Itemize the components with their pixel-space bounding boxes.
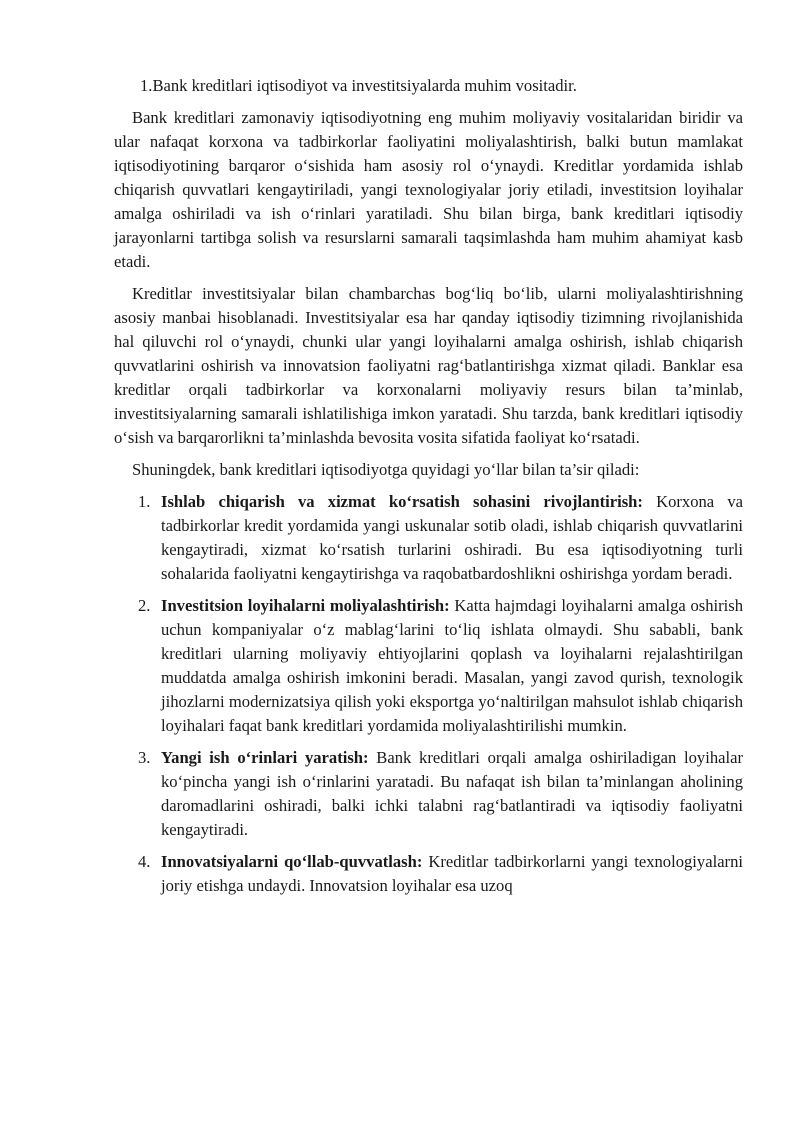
list-item — [114, 490, 743, 586]
list-number: 2. — [138, 596, 151, 615]
list-number: 3. — [138, 748, 151, 767]
list-item — [114, 850, 743, 898]
paragraph-3: Shuningdek, bank kreditlari iqtisodiyotga quyidagi yo‘llar bilan ta’sir qiladi: — [132, 460, 640, 479]
list-text: Katta hajmdagi loyihalarni amalga oshirish uchun kompaniyalar o‘z mablag‘larini to‘liq ishlata olmaydi. Shu sababli, bank kreditlari ularning moliyaviy ehtiyojlarini qoplash va loyihalarni rejalashtirilgan muddatda amalga oshirish imkonini beradi. Masalan, yangi zavod qurish, texnologik jihozlarni modernizatsiya qilish yoki eksportga yo‘naltirilgan mahsulot ishlab chiqarish loyihalari faqat bank kreditlari yordamida moliyalashtirilishi mumkin. — [161, 596, 743, 735]
list-term: Innovatsiyalarni qo‘llab-quvvatlash: — [161, 852, 423, 871]
list-item — [114, 746, 743, 842]
list-term: Investitsion loyihalarni moliyalashtirish: — [161, 596, 450, 615]
list-number: 1. — [138, 492, 151, 511]
list-number: 4. — [138, 852, 151, 871]
paragraph-1: Bank kreditlari zamonaviy iqtisodiyotning eng muhim moliyaviy vositalaridan biridir va ular nafaqat korxona va tadbirkorlar faoliyatini moliyalashtirish, balki butun mamlakat iqtisodiyotining barqaror o‘sishida ham asosiy rol o‘ynaydi. Kreditlar yordamida ishlab chiqarish quvvatlari kengaytiriladi, yangi texnologiyalar joriy etiladi, investitsion loyihalar amalga oshiriladi va ish o‘rinlari yaratiladi. Shu bilan birga, bank kreditlari iqtisodiy jarayonlarni tartibga solish va resurslarni samarali taqsimlashda ham muhim ahamiyat kasb etadi. — [114, 108, 743, 271]
list-text: Kreditlar tadbirkorlarni yangi texnologiyalarni joriy etishga undaydi. Innovatsion loyihalar esa uzoq — [161, 852, 743, 895]
list-item — [114, 594, 743, 738]
list-text: Korxona va tadbirkorlar kredit yordamida yangi uskunalar sotib oladi, ishlab chiqarish quvvatlarini kengaytiradi, xizmat ko‘rsatish turlarini oshiradi. Bu esa iqtisodiyotning turli sohalarida faoliyatni kengaytirishga va raqobatbardoshlikni oshirishga yordam beradi. — [161, 492, 743, 583]
paragraph-2: Kreditlar investitsiyalar bilan chambarchas bog‘liq bo‘lib, ularni moliyalashtirishning asosiy manbai hisoblanadi. Investitsiyalar esa har qanday iqtisodiy tizimning rivojlanishida hal qiluvchi rol o‘ynaydi, chunki ular yangi loyihalarni amalga oshirish, ishlab chiqarish quvvatlarini oshirish va innovatsion faoliyatni rag‘batlantirishga xizmat qiladi. Banklar esa kreditlar orqali tadbirkorlar va korxonalarni moliyaviy resurs bilan ta’minlab, investitsiyalarning samarali ishlatilishiga imkon yaratadi. Shu tarzda, bank kreditlari iqtisodiy o‘sish va barqarorlikni ta’minlashda bevosita vosita sifatida faoliyat ko‘rsatadi. — [114, 284, 743, 447]
list-text: Bank kreditlari orqali amalga oshiriladigan loyihalar ko‘pincha yangi ish o‘rinlarini yaratadi. Bu nafaqat ish bilan ta’minlangan aholining daromadlarini oshiradi, balki ichki talabni rag‘batlantiradi va iqtisodiy faoliyatni kengaytiradi. — [161, 748, 743, 839]
list-term: Yangi ish o‘rinlari yaratish: — [161, 748, 369, 767]
effects-list — [114, 490, 743, 898]
list-term: Ishlab chiqarish va xizmat ko‘rsatish sohasini rivojlantirish: — [161, 492, 643, 511]
section-heading: 1.Bank kreditlari iqtisodiyot va investitsiyalarda muhim vositadir. — [140, 76, 577, 95]
